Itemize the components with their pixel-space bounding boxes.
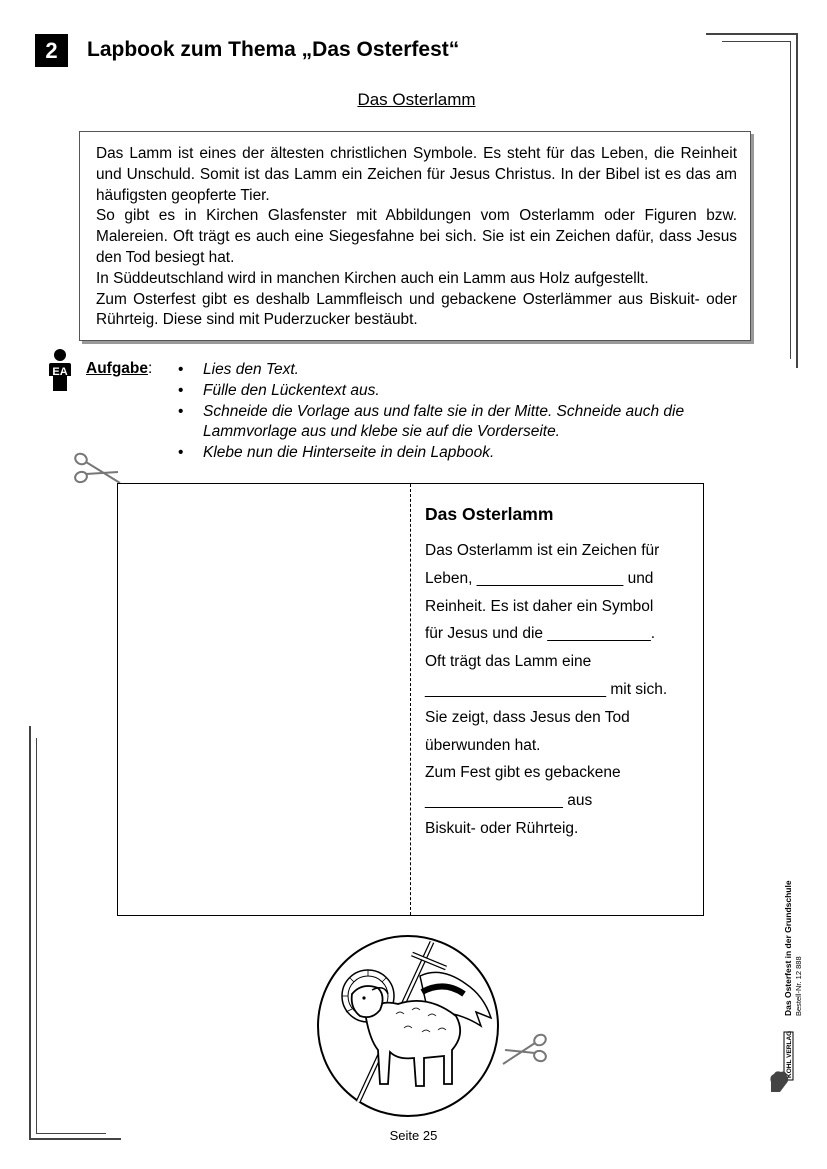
page-title: Lapbook zum Thema „Das Osterfest“ (87, 38, 460, 61)
task-item: • Schneide die Vorlage aus und falte sie in der Mitte. Schneide auch die Lammvorlage aus und klebe sie auf die Vorderseite. (175, 402, 735, 444)
cloze-line: für Jesus und die ____________. (425, 625, 656, 643)
easter-lamb-icon (316, 934, 500, 1118)
page-subtitle: Das Osterlamm (357, 90, 476, 109)
task-label-text: Aufgabe (86, 360, 148, 377)
side-credit-title: Das Osterfest in der Grundschule (783, 880, 793, 1016)
frame-line-left-inner (36, 738, 37, 1134)
frame-line-left (29, 726, 31, 1140)
lapbook-text (425, 504, 705, 843)
frame-line-top-right-inner (722, 41, 791, 42)
frame-line-right-inner (790, 41, 791, 359)
task-label-colon: : (148, 360, 153, 377)
task-item: • Fülle den Lückentext aus. (175, 381, 735, 402)
person-icon-label: EA (52, 366, 68, 378)
task-label (86, 360, 152, 378)
cloze-line: Oft trägt das Lamm eine (425, 653, 592, 671)
info-paragraph: In Süddeutschland wird in manchen Kirchen auch ein Lamm aus Holz aufgestellt. (96, 269, 649, 287)
cloze-line: Zum Fest gibt es gebackene (425, 764, 621, 782)
info-paragraph: Zum Osterfest gibt es deshalb Lammfleisch und gebackene Osterlämmer aus Biskuit- oder Rührteig. Diese sind mit Puderzucker bestäubt. (96, 290, 737, 329)
side-credit (773, 858, 823, 1018)
cloze-line: Das Osterlamm ist ein Zeichen für (425, 542, 660, 559)
page-number: Seite 25 (389, 1128, 438, 1143)
fold-line (410, 484, 411, 915)
section-number: 2 (35, 34, 68, 67)
info-paragraph: So gibt es in Kirchen Glasfenster mit Abbildungen vom Osterlamm oder Figuren bzw. Malereien. Oft trägt es auch eine Siegesfahne bei sich. Sie ist ein Zeichen dafür, dass Jesus den Tod besiegt hat. (96, 207, 737, 266)
frame-line-right (796, 33, 798, 368)
cloze-line: Reinheit. Es ist daher ein Symbol (425, 597, 654, 615)
scissors-icon (500, 1030, 550, 1070)
cloze-line: Leben, _________________ und (425, 569, 654, 587)
task-list (175, 360, 735, 464)
task-item: • Lies den Text. (175, 360, 735, 381)
frame-line-top-right (706, 33, 797, 35)
publisher-name: KOHL VERLAG (786, 1030, 793, 1078)
cloze-line: Biskuit- oder Rührteig. (425, 819, 579, 837)
cloze-text (425, 537, 705, 843)
cloze-line: Sie zeigt, dass Jesus den Tod (425, 708, 630, 726)
publisher-logo (768, 1030, 796, 1094)
cloze-line: _____________________ mit sich. (425, 680, 668, 698)
side-credit-order: Bestell-Nr. 12 888 (794, 956, 803, 1016)
info-paragraph: Das Lamm ist eines der ältesten christlichen Symbole. Es steht für das Leben, die Reinheit und Unschuld. Somit ist das Lamm ein Zeichen für Jesus Christus. In der Bibel ist es das am häufigsten geopferte Tier. (96, 145, 737, 204)
info-text-box (79, 131, 751, 341)
task-item: • Klebe nun die Hinterseite in dein Lapbook. (175, 443, 735, 464)
cloze-line: ________________ aus (425, 792, 593, 810)
person-icon (46, 348, 74, 392)
cloze-line: überwunden hat. (425, 736, 541, 754)
lapbook-title: Das Osterlamm (425, 504, 554, 524)
